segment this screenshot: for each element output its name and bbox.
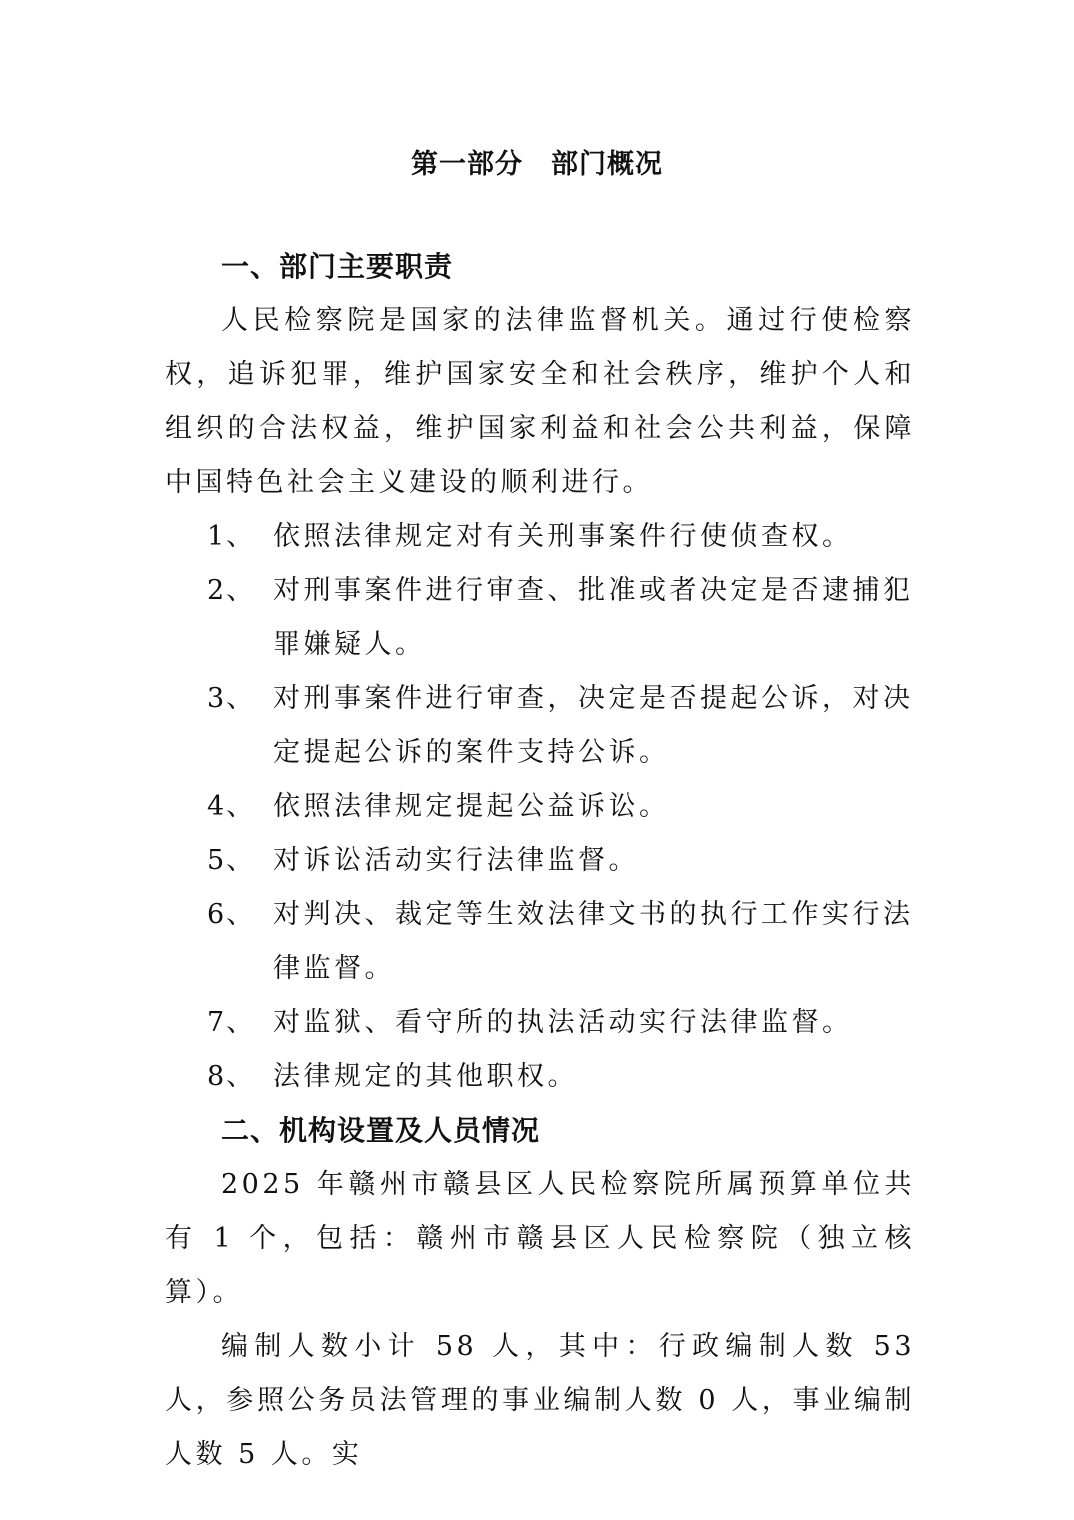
list-item-number: 3、 (207, 683, 256, 714)
list-item-number: 8、 (207, 1061, 256, 1092)
list-item (165, 672, 915, 780)
list-item-text: 法律规定的其他职权。 (273, 1061, 578, 1092)
section-heading-duties: 一、部门主要职责 (221, 250, 454, 283)
list-item-number: 6、 (207, 899, 256, 930)
list-item-text: 对诉讼活动实行法律监督。 (273, 845, 639, 876)
budget-units-paragraph: 2025 年赣州市赣县区人民检察院所属预算单位共有 1 个，包括：赣州市赣县区人民检察院（独立核算）。 (165, 1169, 915, 1308)
list-item-text: 对刑事案件进行审查，决定是否提起公诉，对决定提起公诉的案件支持公诉。 (273, 683, 914, 768)
list-item (165, 564, 915, 672)
list-item (165, 510, 915, 564)
list-item-number: 1、 (207, 521, 256, 552)
list-item-number: 7、 (207, 1007, 256, 1038)
section-heading-organization: 二、机构设置及人员情况 (221, 1114, 541, 1147)
list-item-number: 5、 (207, 845, 256, 876)
list-item (165, 888, 915, 996)
duties-list (165, 510, 915, 1104)
staffing-paragraph: 编制人数小计 58 人，其中：行政编制人数 53 人，参照公务员法管理的事业编制人数 0 人，事业编制人数 5 人。实 (165, 1331, 915, 1470)
list-item-number: 4、 (207, 791, 256, 822)
list-item (165, 834, 915, 888)
list-item-number: 2、 (207, 575, 256, 606)
list-item-text: 依照法律规定提起公益诉讼。 (273, 791, 670, 822)
list-item-text: 对监狱、看守所的执法活动实行法律监督。 (273, 1007, 853, 1038)
list-item-text: 依照法律规定对有关刑事案件行使侦查权。 (273, 521, 853, 552)
document-body (165, 240, 915, 1482)
list-item (165, 996, 915, 1050)
list-item (165, 1050, 915, 1104)
list-item-text: 对判决、裁定等生效法律文书的执行工作实行法律监督。 (273, 899, 914, 984)
duties-intro-paragraph: 人民检察院是国家的法律监督机关。通过行使检察权，追诉犯罪，维护国家安全和社会秩序，维护个人和组织的合法权益，维护国家利益和社会公共利益，保障中国特色社会主义建设的顺利进行。 (165, 305, 915, 498)
page-title: 第一部分 部门概况 (411, 149, 663, 180)
list-item (165, 780, 915, 834)
list-item-text: 对刑事案件进行审查、批准或者决定是否逮捕犯罪嫌疑人。 (273, 575, 914, 660)
